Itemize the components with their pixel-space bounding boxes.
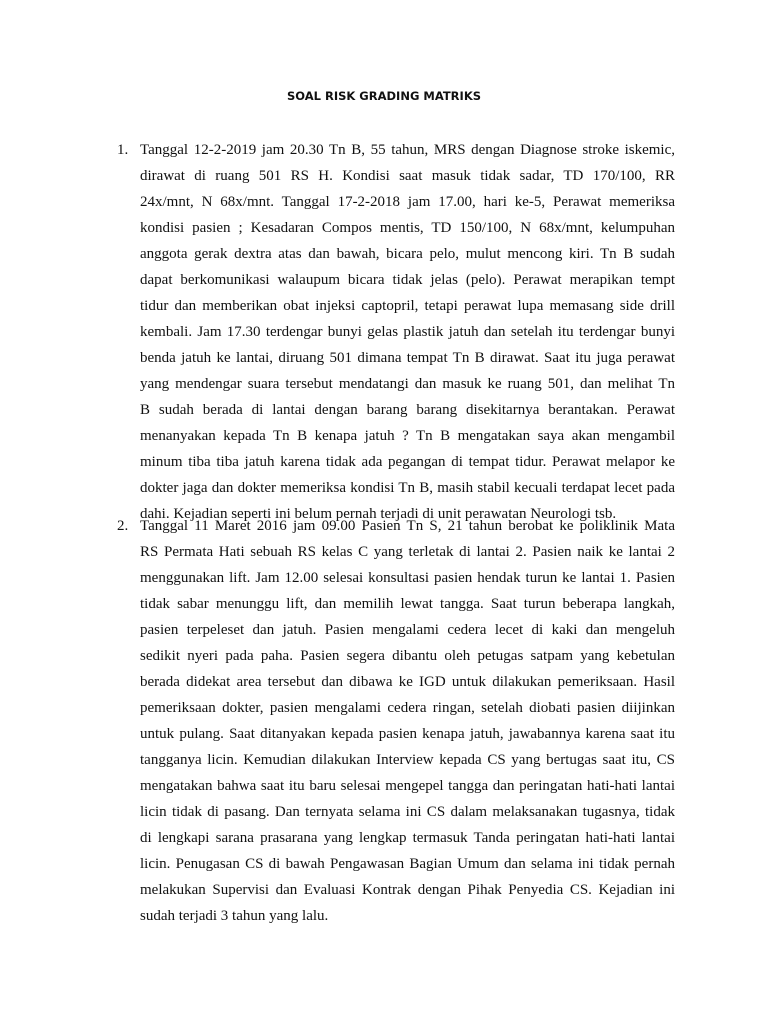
paragraph-line: Tanggal 11 Maret 2016 jam 09.00 Pasien Tn S, 21 tahun berobat ke poliklinik Mata [140, 518, 675, 534]
paragraph-line: dahi. Kejadian seperti ini belum pernah terjadi di unit perawatan Neurologi tsb. [140, 506, 617, 522]
paragraph-line: RS Permata Hati sebuah RS kelas C yang terletak di lantai 2. Pasien naik ke lantai 2 [140, 544, 675, 560]
paragraph-line: berada didekat area tersebut dan dibawa ke IGD untuk dilakukan pemeriksaan. Hasil [140, 674, 675, 690]
paragraph-line: di lengkapi sarana prasarana yang lengkap termasuk Tanda peringatan hati-hati lantai [140, 830, 675, 846]
paragraph-line: menggunakan lift. Jam 12.00 selesai konsultasi pasien hendak turun ke lantai 1. Pasien [140, 570, 675, 586]
paragraph-line: minum tiba tiba jatuh karena tidak ada pegangan di tempat tidur. Perawat melapor ke [140, 454, 675, 470]
paragraph-line: tangganya licin. Kemudian dilakukan Interview kepada CS yang bertugas saat itu, CS [140, 752, 675, 768]
paragraph-line: anggota gerak dextra atas dan bawah, bicara pelo, mulut mencong kiri. Tn B sudah [140, 246, 675, 262]
paragraph-line: Tanggal 12-2-2019 jam 20.30 Tn B, 55 tahun, MRS dengan Diagnose stroke iskemic, [140, 142, 675, 158]
paragraph-line: mengatakan bahwa saat itu baru selesai mengepel tangga dan peringatan hati-hati lantai [140, 778, 675, 794]
numbered-item-2 [117, 513, 675, 929]
paragraph-line: sedikit nyeri pada paha. Pasien segera dibantu oleh petugas satpam yang kebetulan [140, 648, 675, 664]
paragraph-line: dirawat di ruang 501 RS H. Kondisi saat masuk tidak sadar, TD 170/100, RR [140, 168, 675, 184]
page-title: SOAL RISK GRADING MATRIKS [286, 89, 482, 103]
paragraph-line: kondisi pasien ; Kesadaran Compos mentis, TD 150/100, N 68x/mnt, kelumpuhan [140, 220, 675, 236]
paragraph-line: melakukan Supervisi dan Evaluasi Kontrak dengan Pihak Penyedia CS. Kejadian ini [140, 882, 675, 898]
paragraph-line: benda jatuh ke lantai, diruang 501 dimana tempat Tn B dirawat. Saat itu juga perawat [140, 350, 675, 366]
paragraph-line: untuk pulang. Saat ditanyakan kepada pasien kenapa jatuh, jawabannya karena saat itu [140, 726, 675, 742]
paragraph-line: pasien terpeleset dan jatuh. Pasien mengalami cedera lecet di kaki dan mengeluh [140, 622, 675, 638]
paragraph-line: yang mendengar suara tersebut mendatangi dan masuk ke ruang 501, dan melihat Tn [140, 376, 675, 392]
paragraph-line: menanyakan kepada Tn B kenapa jatuh ? Tn B mengatakan saya akan mengambil [140, 428, 675, 444]
paragraph-line: dokter jaga dan dokter memeriksa kondisi Tn B, masih stabil kecuali terdapat lecet pada [140, 480, 675, 496]
paragraph-line: licin tidak di pasang. Dan ternyata selama ini CS dalam melaksanakan tugasnya, tidak [140, 804, 675, 820]
paragraph-line: dapat berkomunikasi walaupum bicara tidak jelas (pelo). Perawat merapikan tempt [140, 272, 675, 288]
paragraph-line: pemeriksaan dokter, pasien mengalami cedera ringan, setelah diobati pasien diijinkan [140, 700, 675, 716]
paragraph-line: sudah terjadi 3 tahun yang lalu. [140, 908, 329, 924]
paragraph-line: tidur dan memberikan obat injeksi captopril, tetapi perawat lupa memasang side drill [140, 298, 675, 314]
numbered-item-1 [117, 137, 675, 527]
item-number: 1. [117, 142, 129, 158]
paragraph-line: B sudah berada di lantai dengan barang barang disekitarnya berantakan. Perawat [140, 402, 675, 418]
paragraph-line: tidak sabar menunggu lift, dan memilih lewat tangga. Saat turun beberapa langkah, [140, 596, 675, 612]
item-number: 2. [117, 518, 129, 534]
paragraph-line: licin. Penugasan CS di bawah Pengawasan Bagian Umum dan selama ini tidak pernah [140, 856, 675, 872]
paragraph-line: 24x/mnt, N 68x/mnt. Tanggal 17-2-2018 jam 17.00, hari ke-5, Perawat memeriksa [140, 194, 675, 210]
paragraph-line: kembali. Jam 17.30 terdengar bunyi gelas plastik jatuh dan setelah itu terdengar bunyi [140, 324, 675, 340]
